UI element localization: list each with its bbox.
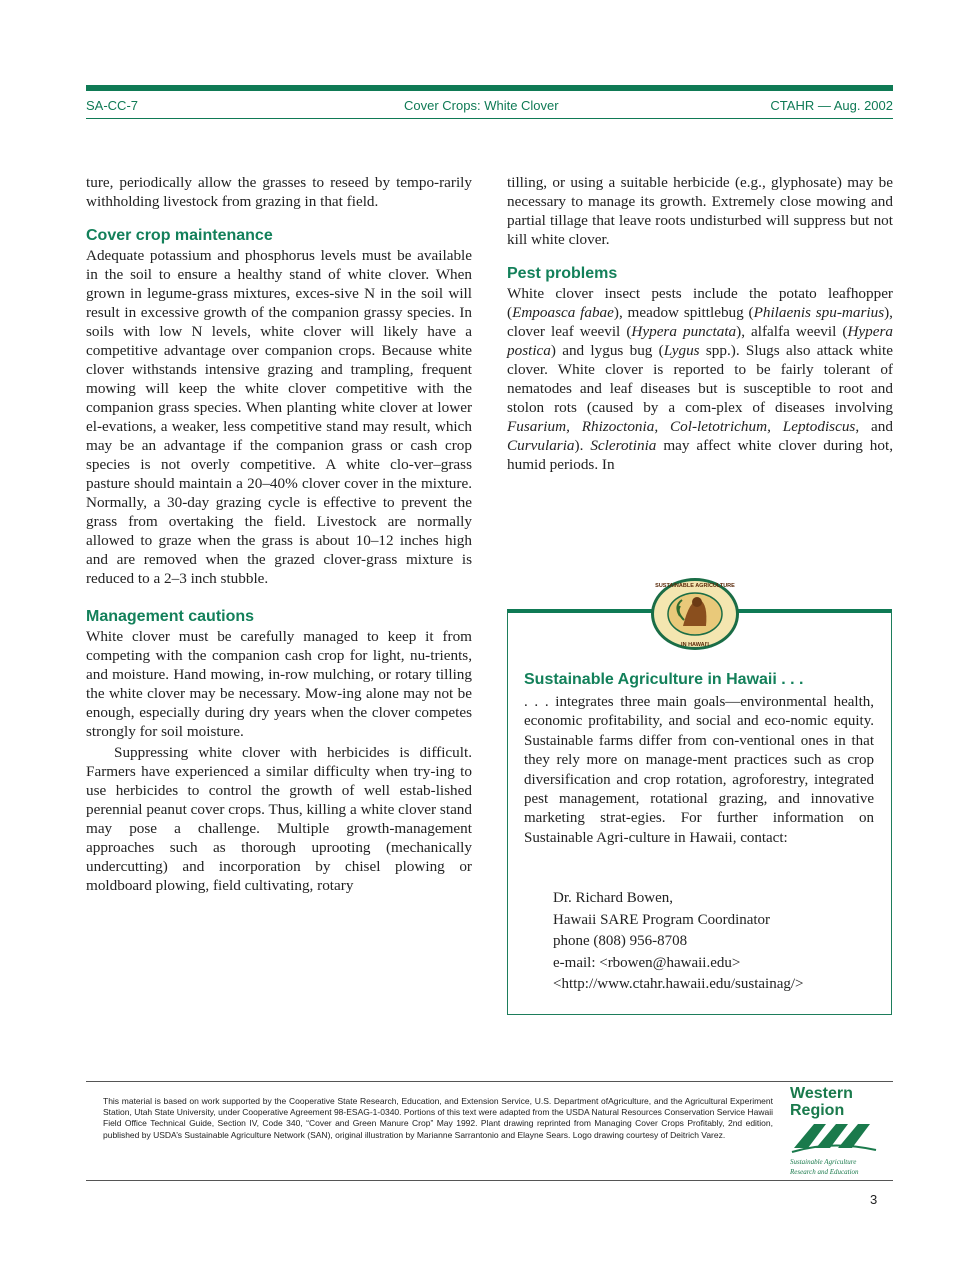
- heading-cover-crop-maintenance: Cover crop maintenance: [86, 227, 273, 244]
- doc-title: Cover Crops: White Clover: [404, 98, 559, 113]
- header-rule: [86, 118, 893, 119]
- svg-text:Western: Western: [790, 1085, 853, 1102]
- footer-rule-top: [86, 1081, 893, 1082]
- svg-text:Sustainable Agriculture: Sustainable Agriculture: [790, 1158, 857, 1166]
- footer-rule-bottom: [86, 1180, 893, 1181]
- doc-date: CTAHR — Aug. 2002: [770, 98, 893, 113]
- para-pests: White clover insect pests include the potato leafhopper (Empoasca fabae), meadow spittlebug (Philaenis spu-marius), clover leaf weevil (Hypera punctata), alfalfa weevil (Hypera postica) and lygus bug (Lygus spp.). Slugs also attack white clover. White clover is reported to be fairly tolerant of nematodes and leaf diseases but is susceptible to root and stolon rots (caused by a com-plex of diseases involving Fusarium, Rhizoctonia, Col-letotrichum, Leptodiscus, and Curvularia). Sclerotinia may affect white clover during hot, humid periods. In: [507, 285, 894, 473]
- right-intro: tilling, or using a suitable herbicide (e.g., glyphosate) may be necessary to manage its growth. Extremely close mowing and partial tillage that leave roots undisturbed will suppress but not kill white clover.: [507, 174, 893, 248]
- page-number: 3: [870, 1192, 878, 1207]
- para-caution-2: Suppressing white clover with herbicides is difficult. Farmers have experienced a similar difficulty when try-ing to use herbicides to control the growth of well estab-lished perennial peanut cover crops. Thus, killing a white clover stand may pose a challenge. Multiple growth-management approaches such as thorough uprooting (mechanically undercutting) and incorporation by chisel plowing or moldboard plowing, field cultivating, rotary: [86, 744, 472, 894]
- contact-block: [553, 888, 803, 996]
- sidebar-title: Sustainable Agriculture in Hawaii . . .: [524, 671, 804, 688]
- doc-code: SA-CC-7: [86, 98, 139, 113]
- para-maintenance: Adequate potassium and phosphorus levels must be available in the soil to ensure a healthy stand of white clover. When grown in legume-grass mixtures, exces-sive N in the soil will result in excessive growth of the companion grassy species. In soils with low N levels, white clover will likely have a competitive advantage over companion crops. Because white clover withstands intensive grazing and trampling, frequent mowing will keep the white clover competitive with the companion grass species. When planting white clover at lower el-evations, a weaker, less competitive stand may result, which may be an advantage if the companion grass or cash crop species is not overly competitive. A white clo-ver–grass pasture should maintain a 20–40% clover cover in the mixture. Normally, a 30-day grazing cycle is effective to prevent the grass from overtaking the field. Livestock are normally allowed to graze when the grass is about 10–12 inches high and are removed when the grazed clover-grass mixture is reduced to a 2–3 inch stubble.: [86, 247, 472, 587]
- svg-text:Region: Region: [790, 1102, 845, 1119]
- contact-title: Hawaii SARE Program Coordinator: [553, 911, 771, 928]
- right-column: [507, 173, 893, 474]
- heading-pest-problems: Pest problems: [507, 265, 618, 282]
- heading-management-cautions: Management cautions: [86, 608, 255, 625]
- contact-name: Dr. Richard Bowen,: [553, 890, 673, 906]
- svg-text:SUSTAINABLE AGRICULTURE: SUSTAINABLE AGRICULTURE: [655, 583, 735, 589]
- para-caution-1: White clover must be carefully managed to keep it from competing with the companion cash crop for light, nu-trients, and moisture. Hand mowing, in-row mulching, or rotary tilling the white clover may be necessary. Mow-ing alone may not be enough, especially during dry years when the clover competes strongly for soil moisture.: [86, 628, 472, 740]
- svg-text:Research and Education: Research and Education: [790, 1168, 859, 1176]
- sidebar-text: . . . integrates three main goals—environmental health, economic profitability, and social and eco-nomic equity. Sustainable farms differ from con-ventional ones in that they rely more on manage-ment practices such as crop diversification and crop rotation, agroforestry, integrated pest management, rotational grazing, and innovative marketing strat-egies. For further information on Sustainable Agri-culture in Hawaii, contact:: [524, 694, 874, 846]
- svg-text:IN HAWAI'I: IN HAWAI'I: [681, 642, 709, 648]
- header-bar: [86, 85, 893, 91]
- contact-phone: phone (808) 956-8708: [553, 933, 688, 949]
- footer-acknowledgement: This material is based on work supported by the Cooperative State Research, Education, and Extension Service, U.S. Department ofAgriculture, and the Agricultural Experiment Station, Utah State University, under Cooperative Agreement 98-ESAG-1-0340. Portions of this text were adapted from the USDA Natural Resources Conservation Service Hawaii Field Office Technical Guide, Section IV, Code 340, “Cover and Green Manure Crop” May 1992. Plant drawing reprinted from Managing Cover Crops Profitably, 2nd edition, published by USDA’s Sustainable Agriculture Network (SAN), original illustration by Marianne Sarrantonio and Elayne Sears. Logo drawing courtesy of Deitrich Varez.: [103, 1096, 773, 1140]
- western-region-sare-logo: [786, 1084, 880, 1180]
- contact-email[interactable]: e-mail: <rbowen@hawaii.edu>: [553, 954, 741, 971]
- contact-url[interactable]: <http://www.ctahr.hawaii.edu/sustainag/>: [553, 976, 804, 992]
- sustainable-ag-hawaii-logo: [650, 576, 740, 652]
- left-intro: ture, periodically allow the grasses to reseed by tempo-rarily withholding livestock from grazing in that field.: [86, 174, 472, 210]
- left-column: [86, 173, 472, 895]
- sustainable-ag-sidebar: [507, 609, 892, 1015]
